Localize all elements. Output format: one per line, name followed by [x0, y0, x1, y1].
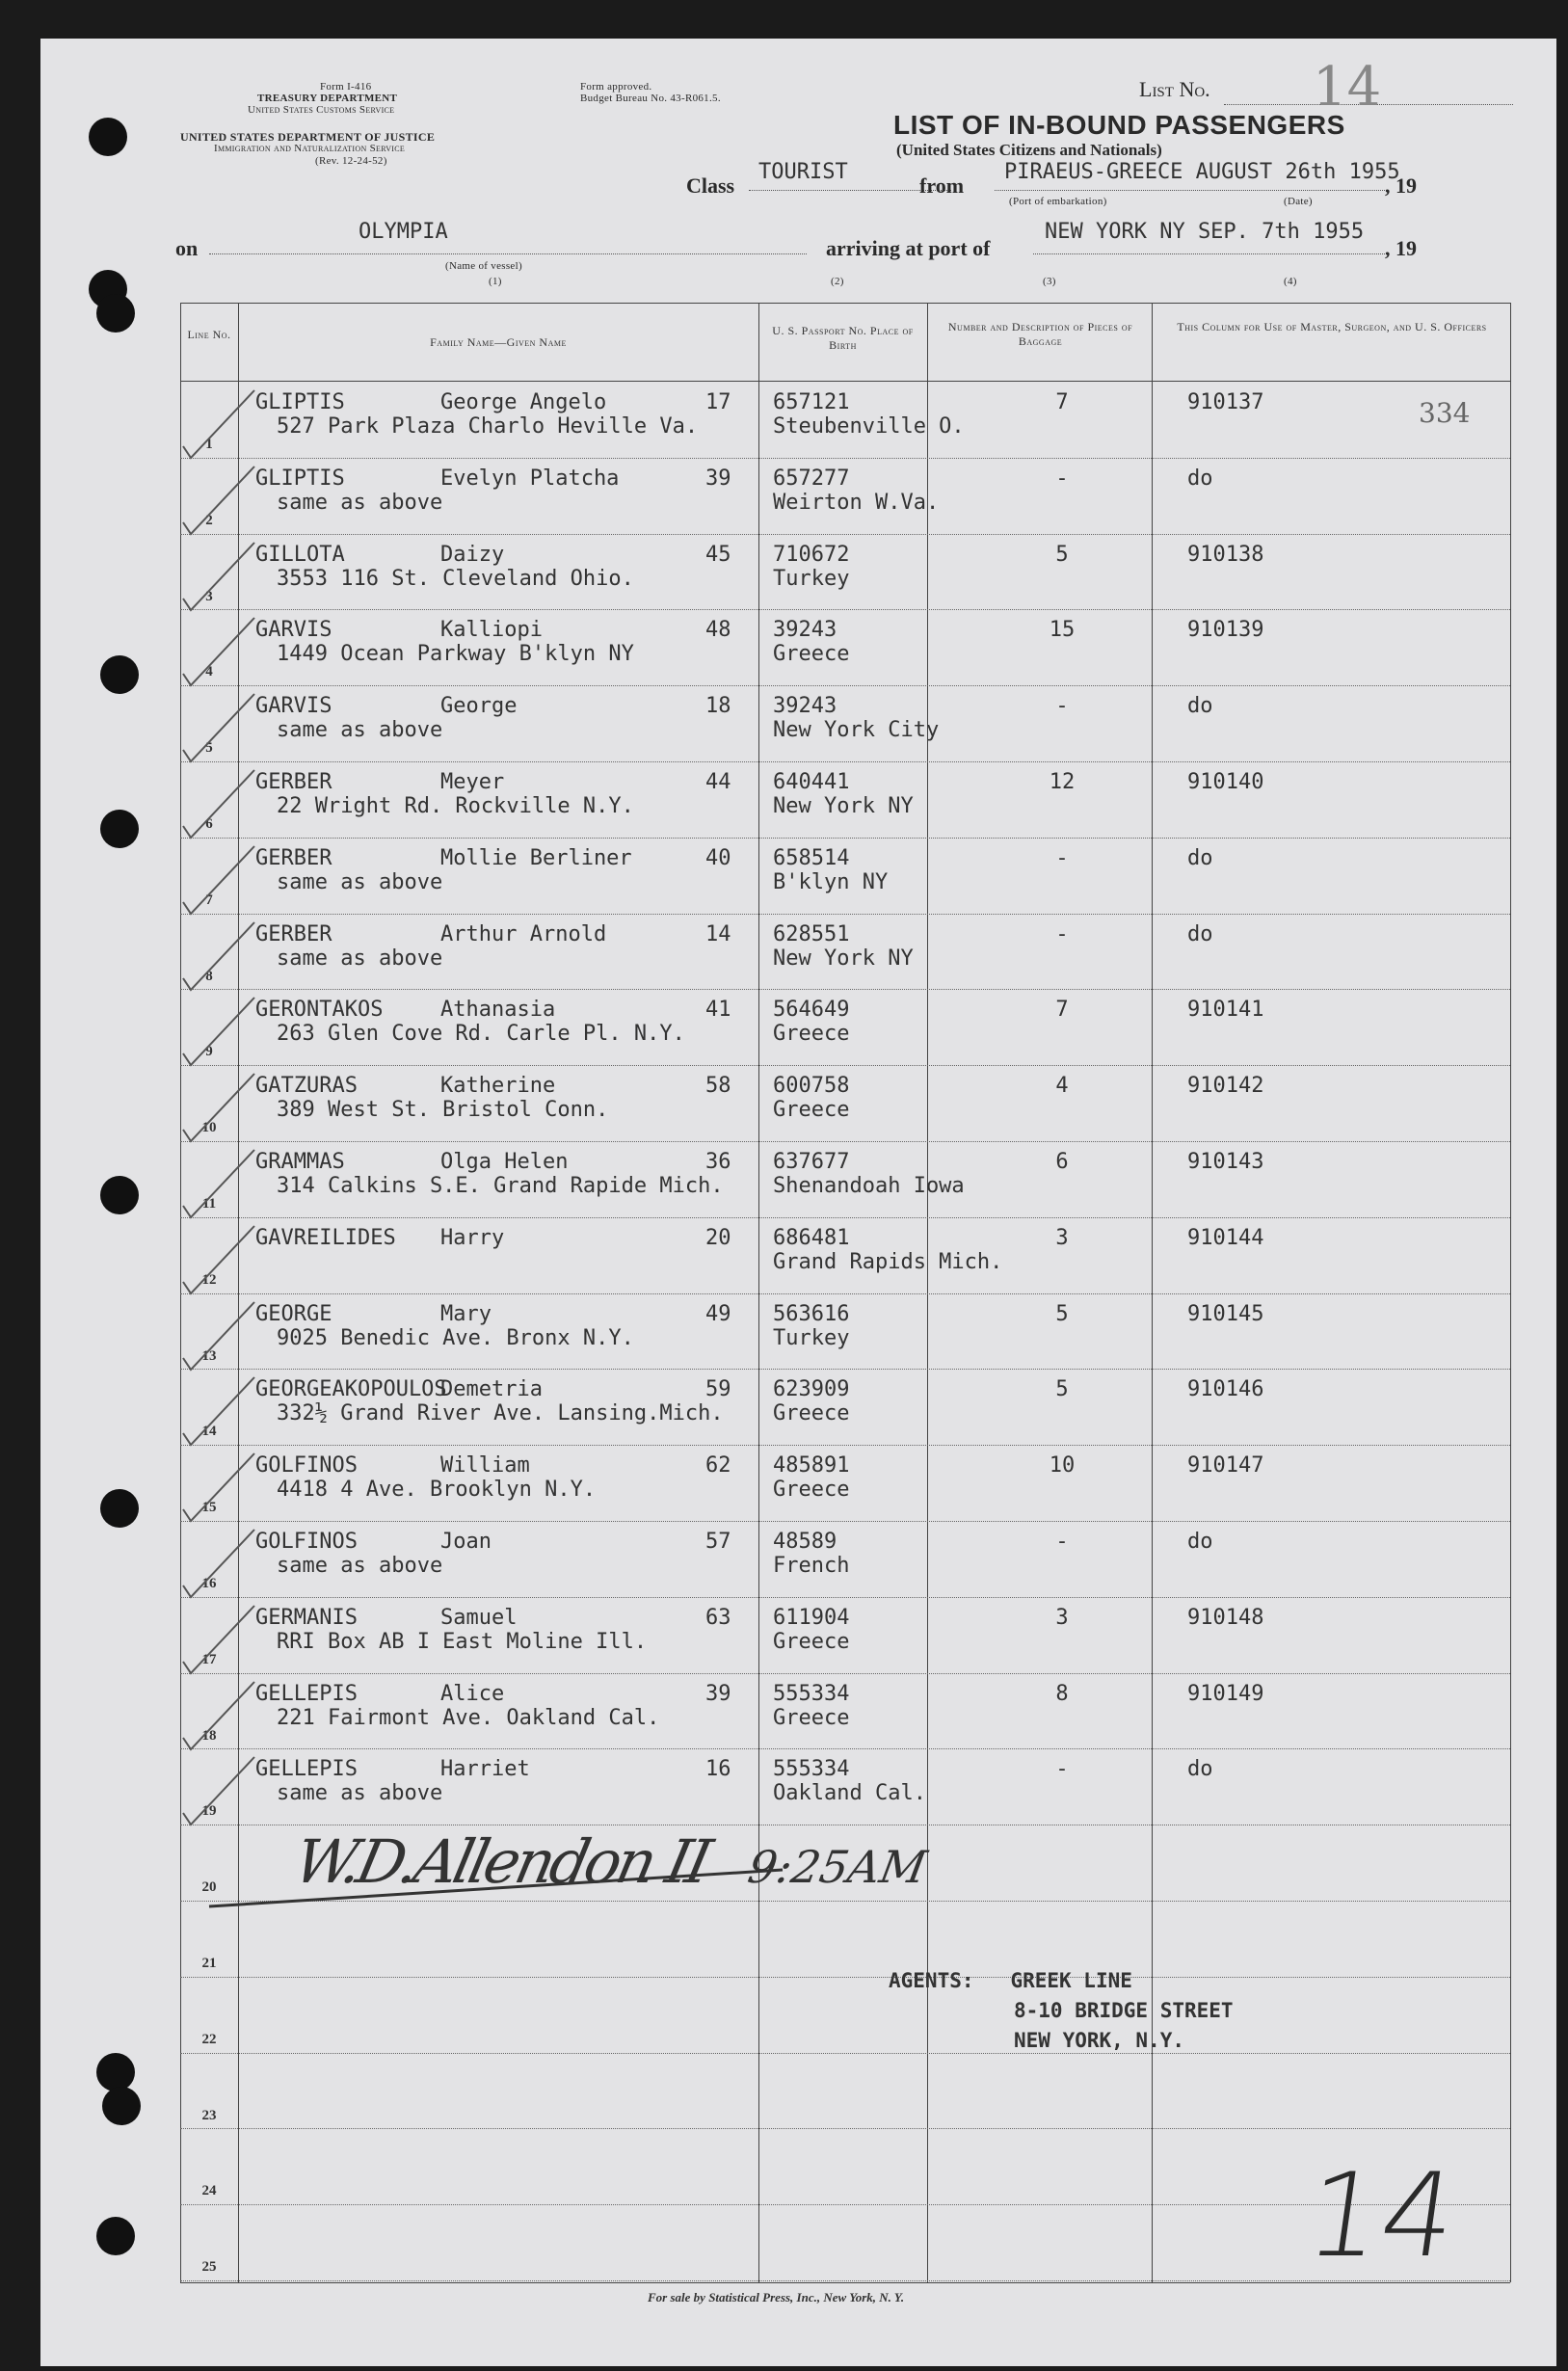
row-line-number: 25 — [201, 2259, 217, 2276]
passenger-address: RRI Box AB I East Moline Ill. — [277, 1629, 648, 1654]
passport-number: 686481 — [773, 1225, 850, 1250]
passenger-given-name: Harry — [440, 1225, 505, 1250]
passenger-address: 389 West St. Bristol Conn. — [277, 1098, 609, 1123]
officer-entry: 910146 — [1187, 1377, 1264, 1402]
treasury-dept: TREASURY DEPARTMENT — [257, 93, 398, 104]
row-divider — [180, 609, 1510, 610]
col-header-officers: This Column for Use of Master, Surgeon, and U. S. Officers — [1177, 320, 1487, 333]
passenger-age: 36 — [705, 1150, 731, 1174]
tick-mark — [173, 842, 260, 919]
passenger-address: 3553 116 St. Cleveland Ohio. — [277, 566, 634, 591]
footer-printer: For sale by Statistical Press, Inc., New York, N. Y. — [648, 2290, 905, 2304]
passenger-family-name: GRAMMAS — [255, 1150, 345, 1174]
passport-number: 628551 — [773, 921, 850, 946]
table-top-border — [180, 303, 1510, 304]
arrival-value: NEW YORK NY SEP. 7th 1955 — [1045, 220, 1365, 244]
tick-mark — [173, 1373, 260, 1451]
passenger-family-name: GATZURAS — [255, 1074, 358, 1099]
passenger-address: 263 Glen Cove Rd. Carle Pl. N.Y. — [277, 1022, 685, 1047]
officer-entry: do — [1187, 466, 1213, 491]
officer-entry: 910147 — [1187, 1453, 1264, 1479]
passenger-age: 48 — [705, 618, 731, 643]
baggage-count: 5 — [1055, 1301, 1069, 1326]
row-divider — [180, 838, 1510, 839]
vessel-caption: (Name of vessel) — [445, 260, 522, 272]
row-divider — [180, 1977, 1510, 1978]
place-of-birth: New York City — [773, 718, 940, 743]
row-divider — [180, 1369, 1510, 1370]
passenger-given-name: Daizy — [440, 542, 505, 567]
justice-dept: UNITED STATES DEPARTMENT OF JUSTICE — [180, 130, 436, 144]
row-line-number: 24 — [201, 2183, 217, 2199]
passenger-address: same as above — [277, 490, 443, 515]
passenger-family-name: GLIPTIS — [255, 466, 345, 491]
document-page — [40, 39, 1556, 2366]
row-line-number: 22 — [201, 2031, 217, 2047]
passenger-given-name: Athanasia — [440, 998, 556, 1023]
row-divider — [180, 1217, 1510, 1218]
passport-number: 658514 — [773, 845, 850, 870]
row-line-number: 17 — [201, 1651, 217, 1667]
officer-entry: 910149 — [1187, 1681, 1264, 1706]
passport-number: 48589 — [773, 1530, 837, 1554]
agents-block — [889, 1966, 1234, 2056]
baggage-count: 3 — [1055, 1605, 1069, 1630]
row-line-number: 9 — [205, 1044, 213, 1060]
passenger-age: 14 — [705, 921, 731, 946]
passenger-given-name: Harriet — [440, 1757, 530, 1782]
passenger-family-name: GILLOTA — [255, 542, 345, 567]
punch-hole — [100, 1489, 139, 1528]
row-divider — [180, 1673, 1510, 1674]
officer-entry: 910143 — [1187, 1150, 1264, 1174]
passenger-age: 44 — [705, 770, 731, 794]
passenger-address: same as above — [277, 718, 443, 743]
page-number: 14 — [1298, 2149, 1465, 2283]
row-divider — [180, 761, 1510, 762]
passenger-family-name: GERBER — [255, 921, 332, 946]
place-of-birth: Greece — [773, 1098, 850, 1123]
passenger-age: 39 — [705, 1681, 731, 1706]
passenger-given-name: Evelyn Platcha — [440, 466, 620, 491]
passport-number: 710672 — [773, 542, 850, 567]
passenger-family-name: GELLEPIS — [255, 1757, 358, 1782]
tick-mark — [173, 1450, 260, 1527]
passenger-address: same as above — [277, 946, 443, 971]
place-of-birth: New York NY — [773, 794, 914, 818]
caption-1: (1) — [489, 276, 502, 287]
baggage-count: - — [1055, 694, 1069, 719]
arriving-label: arriving at port of — [826, 236, 991, 260]
passenger-age: 16 — [705, 1757, 731, 1782]
row-line-number: 15 — [201, 1500, 217, 1516]
row-divider — [180, 1445, 1510, 1446]
passport-number: 637677 — [773, 1150, 850, 1174]
vessel-name: OLYMPIA — [359, 220, 448, 244]
passenger-given-name: Samuel — [440, 1605, 518, 1630]
punch-hole — [100, 1176, 139, 1214]
passport-number: 623909 — [773, 1377, 850, 1402]
agents-line2: 8-10 BRIDGE STREET — [1014, 1999, 1234, 2022]
passport-number: 555334 — [773, 1757, 850, 1782]
row-divider — [180, 458, 1510, 459]
row-divider — [180, 2128, 1510, 2129]
tick-mark — [173, 1602, 260, 1679]
passenger-family-name: GERMANIS — [255, 1605, 358, 1630]
tick-mark — [173, 539, 260, 616]
row-line-number: 5 — [205, 740, 213, 757]
place-of-birth: Greece — [773, 1022, 850, 1047]
signature-time: 9:25AM — [744, 1841, 931, 1893]
place-of-birth: Greece — [773, 1401, 850, 1426]
port-embark-caption: (Port of embarkation) — [1009, 196, 1107, 207]
form-number: Form I-416 — [320, 81, 372, 93]
table-right-border — [1510, 303, 1511, 2282]
place-of-birth: Greece — [773, 1478, 850, 1503]
tick-mark — [173, 1678, 260, 1755]
row-line-number: 13 — [201, 1347, 217, 1364]
row-divider — [180, 2053, 1510, 2054]
class-label: Class — [686, 173, 735, 198]
list-no-label: List No. — [1139, 77, 1210, 101]
baggage-count: 6 — [1055, 1150, 1069, 1174]
officer-entry: 910140 — [1187, 770, 1264, 794]
row-line-number: 19 — [201, 1803, 217, 1820]
place-of-birth: Grand Rapids Mich. — [773, 1249, 1003, 1274]
passenger-address: 332½ Grand River Ave. Lansing.Mich. — [277, 1401, 724, 1426]
row-line-number: 2 — [205, 512, 213, 528]
passenger-given-name: George Angelo — [440, 390, 607, 414]
passenger-age: 62 — [705, 1453, 731, 1479]
passport-number: 640441 — [773, 770, 850, 794]
from-line — [995, 190, 1385, 191]
officer-signature: W.D.Allendon II — [288, 1826, 715, 1897]
arrival-line — [1033, 253, 1385, 254]
tick-mark — [173, 1753, 260, 1830]
officer-entry: 910138 — [1187, 542, 1264, 567]
punch-hole — [100, 810, 139, 848]
passenger-age: 49 — [705, 1301, 731, 1326]
row-divider — [180, 1748, 1510, 1749]
tick-mark — [173, 614, 260, 691]
passenger-given-name: Katherine — [440, 1074, 556, 1099]
place-of-birth: New York NY — [773, 946, 914, 971]
passenger-address: 4418 4 Ave. Brooklyn N.Y. — [277, 1478, 597, 1503]
passenger-age: 40 — [705, 845, 731, 870]
passenger-family-name: GARVIS — [255, 694, 332, 719]
officer-entry: do — [1187, 845, 1213, 870]
place-of-birth: Greece — [773, 1629, 850, 1654]
list-no-value: 14 — [1313, 56, 1382, 119]
row-line-number: 11 — [201, 1196, 217, 1212]
passenger-age: 20 — [705, 1225, 731, 1250]
baggage-count: 12 — [1049, 770, 1076, 794]
punch-hole — [96, 2217, 135, 2255]
passport-number: 611904 — [773, 1605, 850, 1630]
passenger-given-name: Kalliopi — [440, 618, 543, 643]
caption-4: (4) — [1284, 276, 1297, 287]
row-divider — [180, 685, 1510, 686]
row-divider — [180, 534, 1510, 535]
place-of-birth: Turkey — [773, 566, 850, 591]
row-line-number: 4 — [205, 664, 213, 680]
passenger-family-name: GLIPTIS — [255, 390, 345, 414]
margin-number: 334 — [1419, 397, 1471, 429]
year-19-b: , 19 — [1385, 236, 1417, 260]
baggage-count: - — [1055, 921, 1069, 946]
passport-number: 564649 — [773, 998, 850, 1023]
place-of-birth: Weirton W.Va. — [773, 490, 940, 515]
baggage-count: 8 — [1055, 1681, 1069, 1706]
row-line-number: 23 — [201, 2107, 217, 2123]
passport-number: 657277 — [773, 466, 850, 491]
officer-entry: 910141 — [1187, 998, 1264, 1023]
budget-bureau: Budget Bureau No. 43-R061.5. — [580, 93, 721, 104]
passenger-given-name: Mary — [440, 1301, 492, 1326]
customs-service: United States Customs Service — [248, 104, 395, 116]
row-divider — [180, 1597, 1510, 1598]
passenger-given-name: Meyer — [440, 770, 505, 794]
table-header-border — [180, 381, 1510, 382]
passenger-family-name: GAVREILIDES — [255, 1225, 396, 1250]
from-label: from — [919, 173, 965, 198]
place-of-birth: French — [773, 1554, 850, 1578]
from-value: PIRAEUS-GREECE AUGUST 26th 1955 — [1004, 160, 1400, 184]
ins-service: Immigration and Naturalization Service — [214, 143, 406, 154]
col-header-baggage: Number and Description of Pieces of Baggage — [947, 320, 1133, 348]
passport-number: 657121 — [773, 390, 850, 414]
passenger-given-name: Arthur Arnold — [440, 921, 607, 946]
officer-entry: 910137 — [1187, 390, 1264, 414]
place-of-birth: Steubenville O. — [773, 414, 965, 439]
passenger-given-name: Alice — [440, 1681, 505, 1706]
officer-entry: 910144 — [1187, 1225, 1264, 1250]
tick-mark — [173, 386, 260, 464]
baggage-count: - — [1055, 1757, 1069, 1782]
baggage-count: 10 — [1049, 1453, 1076, 1479]
col-header-line: Line No. — [187, 328, 231, 341]
tick-mark — [173, 994, 260, 1071]
punch-hole — [96, 294, 135, 333]
vessel-line — [209, 253, 807, 254]
officer-entry: do — [1187, 694, 1213, 719]
row-divider — [180, 989, 1510, 990]
row-divider — [180, 914, 1510, 915]
passport-number: 39243 — [773, 694, 837, 719]
passenger-age: 17 — [705, 390, 731, 414]
punch-hole — [89, 118, 127, 156]
row-line-number: 21 — [201, 1956, 217, 1971]
punch-hole — [96, 2053, 135, 2091]
place-of-birth: Oakland Cal. — [773, 1781, 926, 1806]
col-header-name: Family Name—Given Name — [430, 335, 567, 349]
baggage-count: - — [1055, 1530, 1069, 1554]
passenger-address: same as above — [277, 1554, 443, 1578]
caption-2: (2) — [831, 276, 844, 287]
passenger-family-name: GOLFINOS — [255, 1453, 358, 1479]
tick-mark — [173, 919, 260, 996]
baggage-count: 3 — [1055, 1225, 1069, 1250]
passport-number: 600758 — [773, 1074, 850, 1099]
passport-number: 563616 — [773, 1301, 850, 1326]
baggage-count: 15 — [1049, 618, 1076, 643]
row-line-number: 20 — [201, 1879, 217, 1896]
form-approved: Form approved. — [580, 81, 652, 93]
row-divider — [180, 1521, 1510, 1522]
agents-line3: NEW YORK, N.Y. — [1014, 2029, 1185, 2052]
passenger-family-name: GARVIS — [255, 618, 332, 643]
passenger-address: same as above — [277, 869, 443, 894]
baggage-count: - — [1055, 845, 1069, 870]
date-caption: (Date) — [1284, 196, 1313, 207]
place-of-birth: Greece — [773, 642, 850, 667]
row-line-number: 1 — [205, 437, 213, 452]
place-of-birth: Turkey — [773, 1325, 850, 1350]
passenger-address: 527 Park Plaza Charlo Heville Va. — [277, 414, 699, 439]
row-divider — [180, 1141, 1510, 1142]
row-line-number: 3 — [205, 588, 213, 604]
passenger-address: same as above — [277, 1781, 443, 1806]
passenger-given-name: George — [440, 694, 518, 719]
passenger-age: 45 — [705, 542, 731, 567]
caption-3: (3) — [1043, 276, 1056, 287]
passport-number: 555334 — [773, 1681, 850, 1706]
row-line-number: 14 — [201, 1424, 217, 1440]
row-line-number: 6 — [205, 816, 213, 832]
passenger-family-name: GEORGE — [255, 1301, 332, 1326]
passenger-given-name: William — [440, 1453, 530, 1479]
tick-mark — [173, 1298, 260, 1375]
tick-mark — [173, 1526, 260, 1603]
passport-number: 39243 — [773, 618, 837, 643]
baggage-count: 5 — [1055, 1377, 1069, 1402]
passenger-address: 314 Calkins S.E. Grand Rapide Mich. — [277, 1174, 724, 1198]
baggage-count: 7 — [1055, 390, 1069, 414]
signature-underline — [204, 1860, 802, 1918]
passenger-given-name: Olga Helen — [440, 1150, 569, 1174]
passenger-age: 59 — [705, 1377, 731, 1402]
punch-hole — [100, 655, 139, 694]
agents-label: AGENTS: — [889, 1969, 974, 1992]
place-of-birth: B'klyn NY — [773, 869, 889, 894]
row-line-number: 18 — [201, 1727, 217, 1744]
officer-entry: do — [1187, 1757, 1213, 1782]
passenger-given-name: Joan — [440, 1530, 492, 1554]
revision: (Rev. 12-24-52) — [315, 155, 387, 167]
punch-hole — [102, 2087, 141, 2125]
baggage-count: 5 — [1055, 542, 1069, 567]
officer-entry: 910148 — [1187, 1605, 1264, 1630]
passenger-family-name: GEORGEAKOPOULOS — [255, 1377, 447, 1402]
row-divider — [180, 1065, 1510, 1066]
row-divider — [180, 1293, 1510, 1294]
baggage-count: 4 — [1055, 1074, 1069, 1099]
passenger-family-name: GOLFINOS — [255, 1530, 358, 1554]
passenger-address: 9025 Benedic Ave. Bronx N.Y. — [277, 1325, 634, 1350]
tick-mark — [173, 690, 260, 767]
tick-mark — [173, 1070, 260, 1147]
tick-mark — [173, 1222, 260, 1299]
tick-mark — [173, 766, 260, 843]
row-line-number: 10 — [201, 1120, 217, 1136]
baggage-count: - — [1055, 466, 1069, 491]
passenger-family-name: GERBER — [255, 770, 332, 794]
tick-mark — [173, 1146, 260, 1223]
row-line-number: 7 — [205, 892, 213, 908]
class-value: TOURIST — [758, 160, 848, 184]
row-line-number: 12 — [201, 1271, 217, 1288]
passenger-family-name: GELLEPIS — [255, 1681, 358, 1706]
passenger-age: 39 — [705, 466, 731, 491]
row-line-number: 16 — [201, 1576, 217, 1591]
on-label: on — [175, 236, 199, 260]
passenger-family-name: GERONTAKOS — [255, 998, 384, 1023]
officer-entry: 910145 — [1187, 1301, 1264, 1326]
officer-entry: 910139 — [1187, 618, 1264, 643]
tick-mark — [173, 463, 260, 540]
passenger-age: 58 — [705, 1074, 731, 1099]
passenger-age: 41 — [705, 998, 731, 1023]
row-line-number: 8 — [205, 968, 213, 984]
passenger-given-name: Mollie Berliner — [440, 845, 632, 870]
page-title: LIST OF IN-BOUND PASSENGERS — [893, 110, 1345, 140]
col-header-passport: U. S. Passport No. Place of Birth — [772, 324, 914, 352]
passenger-age: 57 — [705, 1530, 731, 1554]
passenger-address: 22 Wright Rd. Rockville N.Y. — [277, 794, 634, 818]
officer-entry: do — [1187, 921, 1213, 946]
page-subtitle: (United States Citizens and Nationals) — [896, 141, 1162, 159]
passenger-family-name: GERBER — [255, 845, 332, 870]
officer-entry: do — [1187, 1530, 1213, 1554]
year-19-a: , 19 — [1385, 173, 1417, 198]
passenger-age: 63 — [705, 1605, 731, 1630]
agents-line1: GREEK LINE — [1010, 1969, 1132, 1992]
place-of-birth: Shenandoah Iowa — [773, 1174, 965, 1198]
place-of-birth: Greece — [773, 1705, 850, 1730]
officer-entry: 910142 — [1187, 1074, 1264, 1099]
passenger-address: 1449 Ocean Parkway B'klyn NY — [277, 642, 634, 667]
passport-number: 485891 — [773, 1453, 850, 1479]
passenger-given-name: Demetria — [440, 1377, 543, 1402]
passenger-age: 18 — [705, 694, 731, 719]
baggage-count: 7 — [1055, 998, 1069, 1023]
passenger-address: 221 Fairmont Ave. Oakland Cal. — [277, 1705, 660, 1730]
